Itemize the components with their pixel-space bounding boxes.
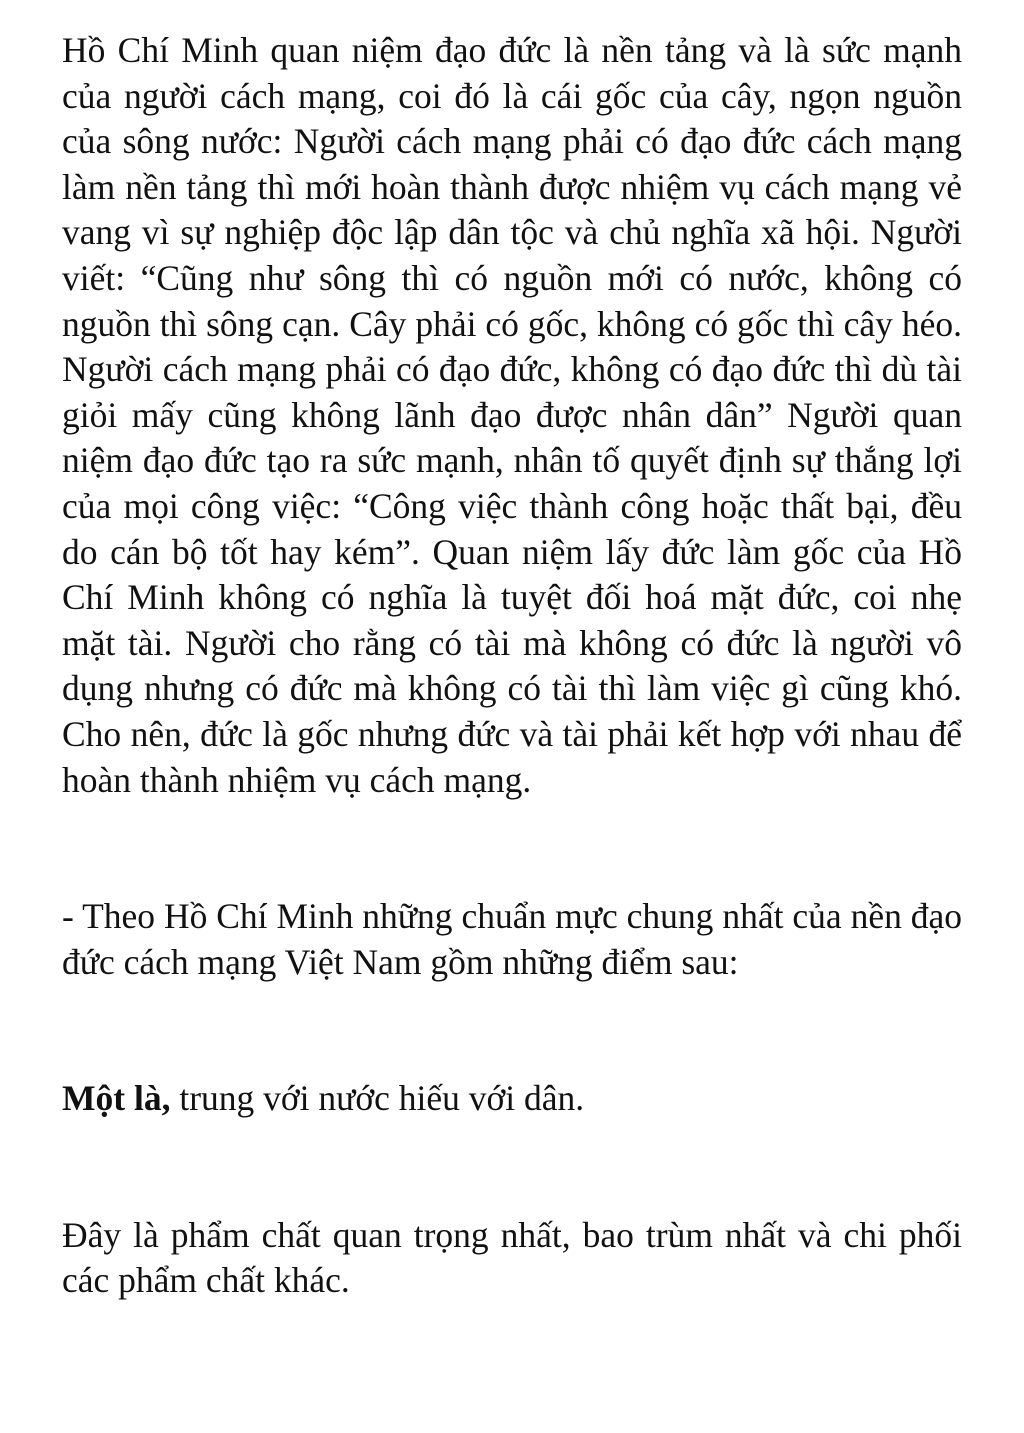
point-one-text: trung với nước hiếu với dân.	[170, 1078, 585, 1119]
intro-paragraph: Hồ Chí Minh quan niệm đạo đức là nền tảng và là sức mạnh của người cách mạng, coi đó là cái gốc của cây, ngọn nguồn của sông nước: Người cách mạng phải có đạo đức cách mạng làm nền tảng thì mới hoàn thành được nhiệm vụ cách mạng vẻ vang vì sự nghiệp độc lập dân tộc và chủ nghĩa xã hội. Người viết: “Cũng như sông thì có nguồn mới có nước, không có nguồn thì sông cạn. Cây phải có gốc, không có gốc thì cây héo. Người cách mạng phải có đạo đức, không có đạo đức thì dù tài giỏi mấy cũng không lãnh đạo được nhân dân” Người quan niệm đạo đức tạo ra sức mạnh, nhân tố quyết định sự thắng lợi của mọi công việc: “Công việc thành công hoặc thất bại, đều do cán bộ tốt hay kém”. Quan niệm lấy đức làm gốc của Hồ Chí Minh không có nghĩa là tuyệt đối hoá mặt đức, coi nhẹ mặt tài. Người cho rằng có tài mà không có đức là người vô dụng nhưng có đức mà không có tài thì làm việc gì cũng khó. Cho nên, đức là gốc nhưng đức và tài phải kết hợp với nhau để hoàn thành nhiệm vụ cách mạng.	[62, 30, 962, 800]
explain-paragraph: Đây là phẩm chất quan trọng nhất, bao trùm nhất và chi phối các phẩm chất khác.	[62, 1214, 962, 1301]
document-page	[62, 28, 962, 1304]
point-one-paragraph	[62, 1076, 962, 1122]
list-intro-paragraph: - Theo Hồ Chí Minh những chuẩn mực chung nhất của nền đạo đức cách mạng Việt Nam gồm những điểm sau:	[62, 896, 962, 982]
point-one-label: Một là,	[62, 1078, 171, 1119]
